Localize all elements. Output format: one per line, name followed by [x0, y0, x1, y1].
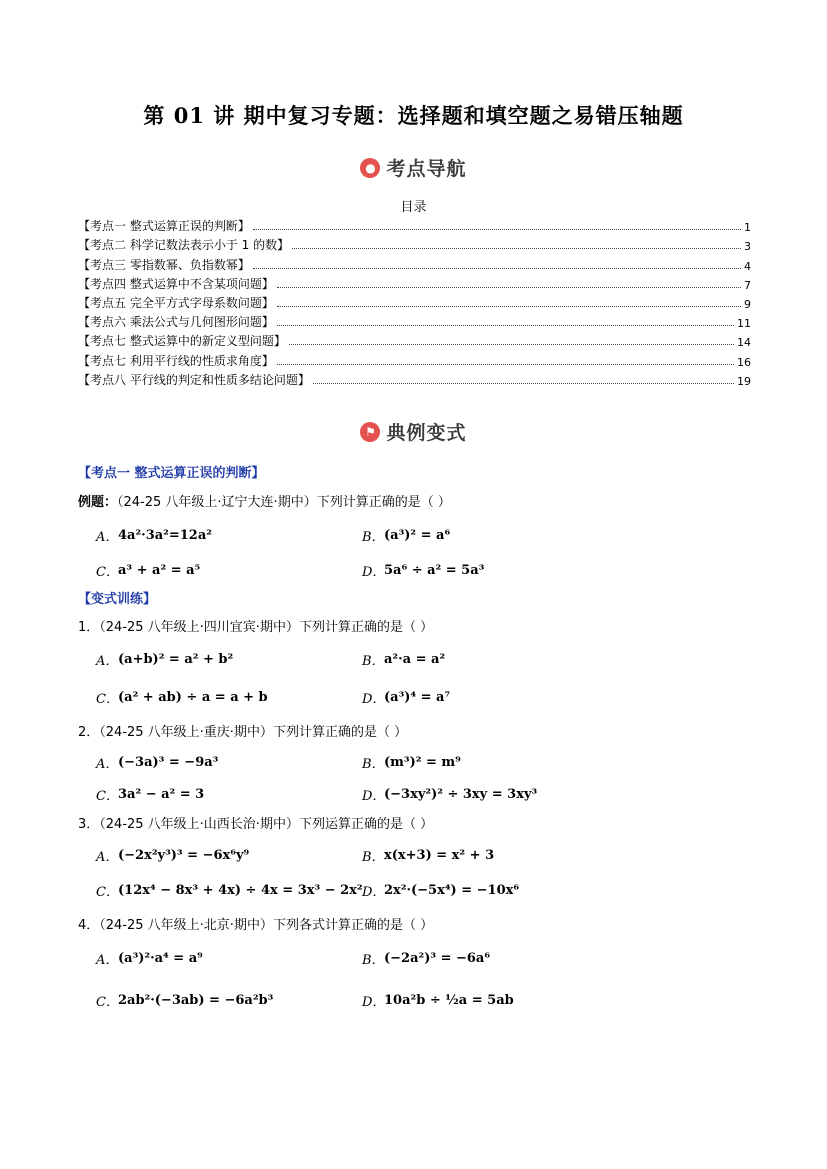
- question-stem: 1．（24-25 八年级上·四川宜宾·期中）下列计算正确的是（ ）: [78, 620, 434, 635]
- option-b[interactable]: [362, 846, 494, 865]
- option-expr: 2x²·(−5x⁴) = −10x⁶: [384, 883, 520, 898]
- example-prefix: 例题：: [78, 495, 118, 510]
- option-expr: a²·a = a²: [384, 652, 446, 667]
- option-expr: a³ + a² = a⁵: [118, 563, 201, 578]
- option-letter: A．: [96, 757, 119, 772]
- option-letter: D．: [362, 789, 386, 804]
- option-letter: D．: [362, 995, 386, 1010]
- toc-leader: [292, 248, 741, 249]
- option-letter: B．: [362, 530, 385, 545]
- toc-label: 【考点五 完全平方式字母系数问题】: [78, 295, 274, 310]
- option-letter: D．: [362, 692, 386, 707]
- option-letter: B．: [362, 850, 385, 865]
- option-b[interactable]: [362, 949, 490, 968]
- option-letter: A．: [96, 654, 119, 669]
- toc-label: 【考点六 乘法公式与几何图形问题】: [78, 315, 274, 330]
- flag-icon: ⚑: [360, 422, 380, 442]
- question-stem: 4．（24-25 八年级上·北京·期中）下列各式计算正确的是（ ）: [78, 918, 434, 933]
- option-expr: 10a²b ÷ ½a = 5ab: [384, 993, 514, 1008]
- option-expr: (−3a)³ = −9a³: [118, 755, 219, 770]
- option-letter: A．: [96, 530, 119, 545]
- option-expr: 5a⁶ ÷ a² = 5a³: [384, 563, 485, 578]
- option-d[interactable]: [362, 991, 514, 1010]
- toc-label: 【考点八 平行线的判定和性质多结论问题】: [78, 372, 310, 387]
- option-letter: C．: [96, 789, 119, 804]
- toc-leader: [289, 344, 734, 345]
- toc-leader: [253, 229, 741, 230]
- toc-page: 4: [744, 259, 751, 273]
- option-a[interactable]: [96, 526, 212, 545]
- option-expr: (a³)² = a⁶: [384, 528, 451, 543]
- toc-label: 【考点三 零指数幂、负指数幂】: [78, 257, 250, 272]
- toc-entry[interactable]: [78, 234, 751, 253]
- example-section-heading: [0, 418, 827, 445]
- toc-entry[interactable]: [78, 349, 751, 368]
- option-a[interactable]: [96, 753, 218, 772]
- nav-section-heading: [0, 154, 827, 181]
- example-heading-text: 典例变式: [386, 422, 467, 444]
- toc-page: 14: [737, 336, 751, 350]
- option-expr: (a+b)² = a² + b²: [118, 652, 234, 667]
- toc-leader: [277, 364, 734, 365]
- option-expr: 2ab²·(−3ab) = −6a²b³: [118, 993, 274, 1008]
- option-a[interactable]: [96, 650, 233, 669]
- option-b[interactable]: [362, 650, 445, 669]
- toc-leader: [277, 325, 734, 326]
- option-c[interactable]: [96, 991, 273, 1010]
- option-d[interactable]: [362, 561, 484, 580]
- option-b[interactable]: [362, 526, 450, 545]
- option-expr: 3a² − a² = 3: [118, 787, 205, 802]
- example-stem: [78, 491, 451, 510]
- option-expr: (m³)² = m⁹: [384, 755, 461, 770]
- toc-entry[interactable]: [78, 311, 751, 330]
- option-d[interactable]: [362, 881, 519, 900]
- toc-page: 11: [737, 317, 751, 331]
- toc-leader: [277, 306, 741, 307]
- toc-leader: [253, 268, 741, 269]
- option-letter: B．: [362, 757, 385, 772]
- option-a[interactable]: [96, 846, 249, 865]
- option-d[interactable]: [362, 785, 537, 804]
- option-expr: 4a²·3a²=12a²: [118, 528, 212, 543]
- toc-label: 【考点七 利用平行线的性质求角度】: [78, 353, 274, 368]
- toc-entry[interactable]: [78, 215, 751, 234]
- option-c[interactable]: [96, 561, 200, 580]
- toc-leader: [277, 287, 741, 288]
- person-icon: ●: [360, 158, 380, 178]
- toc-page: 16: [737, 355, 751, 369]
- page-title: 第 01 讲 期中复习专题：选择题和填空题之易错压轴题: [143, 103, 684, 128]
- option-letter: B．: [362, 953, 385, 968]
- kaodian-heading: 【考点一 整式运算正误的判断】: [78, 466, 265, 481]
- option-letter: A．: [96, 953, 119, 968]
- option-letter: C．: [96, 995, 119, 1010]
- toc-page: 9: [744, 297, 751, 311]
- option-c[interactable]: [96, 881, 363, 900]
- option-expr: (a² + ab) ÷ a = a + b: [118, 690, 268, 705]
- toc-entry[interactable]: [78, 330, 751, 349]
- option-expr: (a³)²·a⁴ = a⁹: [118, 951, 203, 966]
- toc-leader: [313, 383, 734, 384]
- option-c[interactable]: [96, 688, 268, 707]
- option-letter: D．: [362, 565, 386, 580]
- table-of-contents: [78, 215, 751, 388]
- option-letter: B．: [362, 654, 385, 669]
- toc-entry[interactable]: [78, 369, 751, 388]
- option-letter: C．: [96, 565, 119, 580]
- option-expr: (−3xy²)² ÷ 3xy = 3xy³: [384, 787, 538, 802]
- toc-label: 【考点七 整式运算中的新定义型问题】: [78, 334, 286, 349]
- example-stem-text: （24-25 八年级上·辽宁大连·期中）下列计算正确的是（ ）: [117, 495, 451, 510]
- option-b[interactable]: [362, 753, 461, 772]
- option-expr: x(x+3) = x² + 3: [384, 848, 495, 863]
- toc-title: 目录: [400, 200, 427, 215]
- option-letter: A．: [96, 850, 119, 865]
- nav-heading-text: 考点导航: [386, 158, 467, 180]
- toc-page: 19: [737, 374, 751, 388]
- question-stem: 2．（24-25 八年级上·重庆·期中）下列计算正确的是（ ）: [78, 725, 408, 740]
- option-letter: C．: [96, 885, 119, 900]
- option-expr: (12x⁴ − 8x³ + 4x) ÷ 4x = 3x³ − 2x²: [118, 883, 363, 898]
- option-letter: C．: [96, 692, 119, 707]
- option-a[interactable]: [96, 949, 203, 968]
- toc-entry[interactable]: [78, 273, 751, 292]
- option-letter: D．: [362, 885, 386, 900]
- toc-label: 【考点一 整式运算正误的判断】: [78, 219, 250, 234]
- option-c[interactable]: [96, 785, 204, 804]
- toc-page: 1: [744, 221, 751, 235]
- toc-page: 3: [744, 240, 751, 254]
- toc-label: 【考点二 科学记数法表示小于 1 的数】: [78, 238, 290, 253]
- option-expr: (a³)⁴ = a⁷: [384, 690, 451, 705]
- toc-entry[interactable]: [78, 292, 751, 311]
- toc-page: 7: [744, 278, 751, 292]
- option-expr: (−2a²)³ = −6a⁶: [384, 951, 491, 966]
- toc-label: 【考点四 整式运算中不含某项问题】: [78, 276, 274, 291]
- option-d[interactable]: [362, 688, 450, 707]
- option-expr: (−2x²y³)³ = −6x⁶y⁹: [118, 848, 250, 863]
- bianshi-heading: 【变式训练】: [78, 592, 157, 607]
- question-stem: 3．（24-25 八年级上·山西长治·期中）下列运算正确的是（ ）: [78, 817, 434, 832]
- toc-entry[interactable]: [78, 253, 751, 272]
